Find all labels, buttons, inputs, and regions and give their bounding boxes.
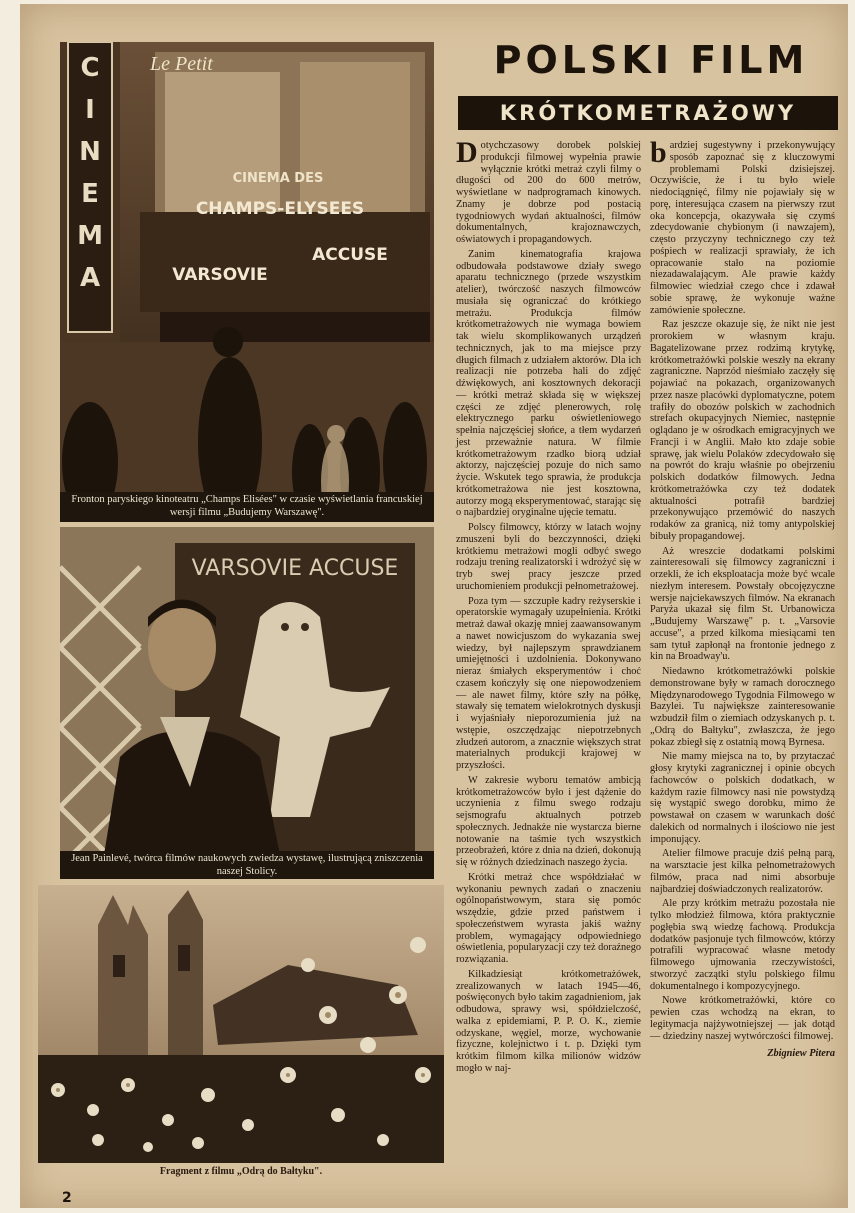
svg-text:I: I — [85, 95, 95, 125]
paragraph: Aż wreszcie dodatkami polskimi zainteresowali się filmowcy zagraniczni i orzekli, że ich eksploatacja może być wcale niezłym interesem. Powstały obcojęzyczne wersje najciekawszych filmów. Na ekranach Paryża ukazał się film St. Urbanowicza „Budujemy Warszawę" p. t. „Varsovie accuse", a przed kilkoma miesiącami ten sam tytuł zapłonął na frontonie jednego z kin na Broadway'u. — [650, 545, 835, 663]
paragraph: Krótki metraż chce współdziałać w wykonaniu pewnych zadań o znaczeniu ogólnopaństwowym, stara się pomóc wszędzie, gdzie przed państwem i społeczeństwem wyrasta jakiś ważny problem, wymagający odpowiedniego oświetlenia, popularyzacji czy też doraźnego rozwiązania. — [456, 871, 641, 965]
photo-caption: Jean Painlevé, twórca filmów naukowych zwiedza wystawę, ilustrującą zniszczenia naszej Stolicy. — [60, 851, 434, 879]
sign-le-petit: Le Petit — [150, 53, 213, 75]
paragraph: Nie mamy miejsca na to, by przytaczać głosy krytyki zagranicznej i opinie obcych fachowców o polskich dodatkach, w każdym razie filmowcy nasi nie powstydzą się wystąpić swego dorobku, mimo że powstawał on czasem w warunkach dość dalekich od normalnych i ilościowo nie jest imponujący. — [650, 751, 835, 845]
paragraph: Dotychczasowy dorobek polskiej produkcji filmowej wypełnia prawie wyłącznie krótki metraż czyli filmy o długości od 200 do 600 metrów, wyświetlane w nadprogramach kinowych. Znamy je dobrze pod postacią tygodniowych wydań aktualności, filmów dokumentalnych, krajoznawczych, oświatowych i propagandowych. — [456, 136, 641, 245]
page-number: 2 — [62, 1190, 72, 1206]
photo-exhibition — [60, 527, 434, 879]
paragraph: Raz jeszcze okazuje się, że nikt nie jest prorokiem w własnym kraju. Bagatelizowane przez rodzimą krytykę, krótkometrażówki polskie weszły na ekrany zagraniczne. Naprzód nieśmiało zaczęły się pojawiać na pokazach, organizowanych przez nasze placówki dyplomatyczne, potem trafiły do obozów polskich w zachodnich strefach okupacyjnych Niemiec, następnie oglądano je w ośrodkach emigracyjnych we Francji i w Anglii. Mało kto zdaje sobie sprawę, jak wielu Polaków zdecydowało się na powrót do kraju właśnie po obejrzeniu polskich dodatków filmowych. Jedna krótkometrażówka czy też dodatek aktualności potrafił bardziej przekonywująco przemówić do naszych rodaków za granicą, niż tomy antypolskiej bibuły propagandowej. — [650, 319, 835, 542]
paragraph: Kilkadziesiąt krótkometrażówek, zrealizowanych w latach 1945—46, poświęconych było takim zagadnieniom, jak odbudowa, sprawy wsi, spółdzielczość, walka z epidemiami, P. P. O. K., ziemie odzyskane, węgiel, morze, wychowanie fizyczne, kolejnictwo i t. p. Dzięki tym krótkim filmom kilka milionów widzów mogło w naj- — [456, 968, 641, 1074]
sign-varsovie: VARSOVIE — [172, 265, 268, 285]
article-column-1 — [456, 136, 641, 1185]
paragraph: Polscy filmowcy, którzy w latach wojny zmuszeni byli do bezczynności, dzięki krótkiemu metrażowi mogli odbyć swego rodzaju trening realizatorski i wdrożyć się w tryb swej pracy jeszcze przed uruchomieniem produkcji pełnometrażowej. — [456, 522, 641, 592]
sign-champs-elysees: CHAMPS-ELYSEES — [195, 199, 365, 219]
paragraph: Zanim kinematografia krajowa odbudowała podstawowe działy swego aparatu technicznego (przede wszystkim atelier), twórczość naszych filmowców musiała się ograniczać do krótkiego metrażu. Produkcja filmów krótkometrażowych nie wymaga bowiem tak wielu skomplikowanych urządzeń technicznych, jak to ma miejsce przy długich filmach z udziałem aktorów. Dla ich realizacji nie potrzeba hali do zdjęć dźwiękowych, ani kosztownych dekoracji — krótki metraż składa się w większej części ze zdjęć plenerowych, rolę elektrycznego parku oświetleniowego spełnia najczęściej słońce, a tłem wydarzeń jest przeważnie natura. W filmie krótkometrażowym rzadko biorą udział aktorzy, najczęściej pozuje do nich samo życie. Wskutek tego sprawia, że produkcja krótkometrażowa nie jest kosztowna, autorzy mogą eksperymentować, starając się o najbardziej oryginalne ujęcie tematu. — [456, 248, 641, 519]
ruins-illustration — [38, 885, 444, 1163]
paragraph: Ale przy krótkim metrażu pozostała nie tylko młodzież filmowa, która praktycznie pogłębia swą wiedzę fachową. Produkcja dodatków pasjonuje tych filmowców, którzy potrafili wypracować własne metody filmowego ujmowania rzeczywistości, stworzyć zaczątki stylu polskiego filmu dokumentalnego i kompozycyjnego. — [650, 898, 835, 992]
sign-accuse: ACCUSE — [312, 245, 388, 265]
svg-text:M: M — [77, 221, 103, 251]
photo-ruins — [38, 885, 444, 1163]
article-title: POLSKI FILM — [493, 38, 809, 82]
paragraph: W zakresie wyboru tematów ambicją krótkometrażowców było i jest dążenie do uczynienia z filmu swego rodzaju sejsmografu aktualnych potrzeb społecznych. Jednakże nie wystarcza bierne notowanie na taśmie tych wszystkich przeobrażeń, które z dnia na dzień, dokonują się w różnych dziedzinach naszego życia. — [456, 774, 641, 868]
paragraph: Atelier filmowe pracuje dziś pełną parą, na warsztacie jest kilka pełnometrażowych filmów, praca nad nimi absorbuje najbardziej doświadczonych realizatorów. — [650, 848, 835, 895]
sign-cinema-des: CINEMA DES — [232, 171, 324, 186]
photo-caption: Fronton paryskiego kinoteatru „Champs Elisées" w czasie wyświetlania francuskiej wersji filmu „Budujemy Warszawę". — [60, 492, 434, 522]
article-subtitle: KRÓTKOMETRAŻOWY — [458, 96, 838, 130]
svg-text:N: N — [79, 137, 101, 167]
poster-title: VARSOVIE ACCUSE — [191, 556, 399, 581]
cinema-front-illustration — [60, 42, 434, 522]
svg-text:E: E — [81, 179, 99, 209]
exhibition-illustration — [60, 527, 434, 879]
svg-text:A: A — [79, 263, 101, 293]
paragraph: bardziej sugestywny i przekonywujący sposób zapoznać się z kluczowymi problemami Polski dzisiejszej. Oczywiście, że i tu było wiele niedociągnięć, filmy nie pojawiały się w porę, interesująca czasem na pierwszy rzut oka koncepcja, okazywała się czymś zdecydowanie chybionym (i nawzajem), często przyczyny technicznego czy też pośpiech w realizacji sprawiały, że ich opracowanie stało na poziomie niezadawalającym. Ale prawie każdy filmowiec wiedział czego chce i zdawał sobie sprawę, że wykonuje ważne zamówienie społeczne. — [650, 136, 835, 316]
sign-cinema-c: C — [80, 53, 100, 83]
article-column-2 — [650, 136, 835, 1185]
photo-caption: Fragment z filmu „Odrą do Bałtyku". — [159, 1166, 323, 1177]
photo-cinema-front — [60, 42, 434, 522]
paragraph: Poza tym — szczupłe kadry reżyserskie i operatorskie wymagały uzupełnienia. Krótki metraż dawał okazję mniej zaawansowanym a nawet nowicjuszom do wykazania swej wiedzy, był najlepszym sprawdzianem umiejętności i uzdolnienia. Dokonywano nieraz śmiałych eksperymentów i choć czasem kończyły się one niepowodzeniem — ale nawet filmy, które szły na półkę, stawały się tematem wielokrotnych dyskusji i wyjaśniały nieporozumienia już na wstępie, oszczędzając niepotrzebnych złudzeń autorom, a znacznie większych strat materialnych produkcji krajowej w przyszłości. — [456, 595, 641, 771]
paragraph: Nowe krótkometrażówki, które co pewien czas wchodzą na ekran, to legitymacja najżywotniejszej — jak dotąd — dziedziny naszej wytwórczości filmowej. — [650, 995, 835, 1042]
author-signature: Zbigniew Pitera — [767, 1048, 835, 1060]
paragraph: Niedawno krótkometrażówki polskie demonstrowane były w ramach dorocznego Międzynarodowego Tygodnia Filmowego w Bazylei. Tu największe zainteresowanie wzbudził film o ziemiach odzyskanych p. t. „Odrą do Bałtyku", zwłaszcza, że jego pokaz zbiegł się z ostatnią mową Byrnesa. — [650, 666, 835, 748]
